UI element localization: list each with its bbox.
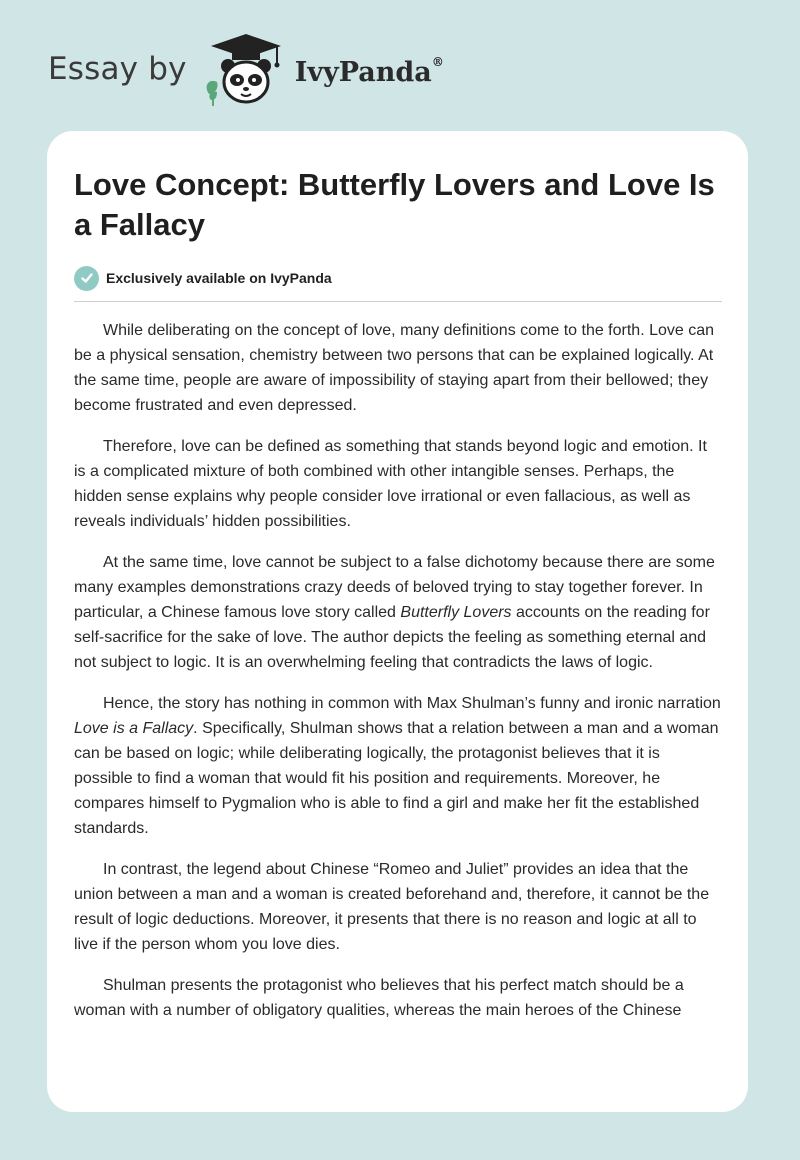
essay-card xyxy=(47,131,748,1112)
paragraph xyxy=(74,973,722,1023)
paragraph xyxy=(74,857,722,957)
site-header xyxy=(48,30,444,110)
brand-label: IvyPanda xyxy=(294,56,432,88)
text-segment: In contrast, the legend about Chinese “Romeo and Juliet” provides an idea that the union between a man and a woman is created beforehand and, therefore, it cannot be the result of logic deductions. Moreover, it presents that there is no reason and logic at all to live if the person whom you love dies. xyxy=(74,861,710,953)
divider xyxy=(74,301,722,302)
text-segment: While deliberating on the concept of love, many definitions come to the forth. Love can be a physical sensation, chemistry between two persons that can be explained logically. At the same time, people are aware of impossibility of staying apart from their bellowed; they become frustrated and even depressed. xyxy=(74,322,715,414)
paragraph xyxy=(74,318,722,418)
text-segment: Therefore, love can be defined as something that stands beyond logic and emotion. It is a complicated mixture of both combined with other intangible senses. Perhaps, the hidden sense explains why people consider love irrational or even fallacious, as well as reveals individuals’ hidden possibilities. xyxy=(74,438,707,530)
text-segment: . Specifically, Shulman shows that a relation between a man and a woman can be based on logic; while deliberating logically, the protagonist believes that it is possible to find a woman that would fit his position and requirements. Moreover, he compares himself to Pygmalion who is able to find a girl and make her fit the established standards. xyxy=(74,720,719,837)
brand-name[interactable] xyxy=(294,54,444,88)
italic-title: Love is a Fallacy xyxy=(74,720,194,737)
exclusive-badge-label: Exclusively available on IvyPanda xyxy=(106,270,332,286)
essay-by-label: Essay by xyxy=(48,51,187,87)
text-segment: Hence, the story has nothing in common with Max Shulman’s funny and ironic narration xyxy=(103,695,721,712)
panda-logo-icon[interactable] xyxy=(201,30,291,110)
paragraph xyxy=(74,691,722,841)
page-title: Love Concept: Butterfly Lovers and Love Is a Fallacy xyxy=(74,167,715,242)
paragraph xyxy=(74,434,722,534)
text-segment: Shulman presents the protagonist who believes that his perfect match should be a woman with a number of obligatory qualities, whereas the main heroes of the Chinese xyxy=(74,977,684,1019)
registered-mark: ® xyxy=(431,54,444,69)
check-circle-icon xyxy=(74,266,99,291)
text-segment: accounts on the reading for self-sacrifice for the sake of love. The author depicts the feeling as something eternal and not subject to logic. It is an overwhelming feeling that contradicts the laws of logic. xyxy=(74,604,710,671)
exclusive-badge xyxy=(74,265,722,291)
paragraph xyxy=(74,550,722,675)
text-segment: At the same time, love cannot be subject to a false dichotomy because there are some many examples demonstrations crazy deeds of beloved trying to stay together forever. In particular, a Chinese famous love story called xyxy=(74,554,715,621)
italic-title: Butterfly Lovers xyxy=(400,604,512,621)
essay-body xyxy=(74,318,722,1023)
